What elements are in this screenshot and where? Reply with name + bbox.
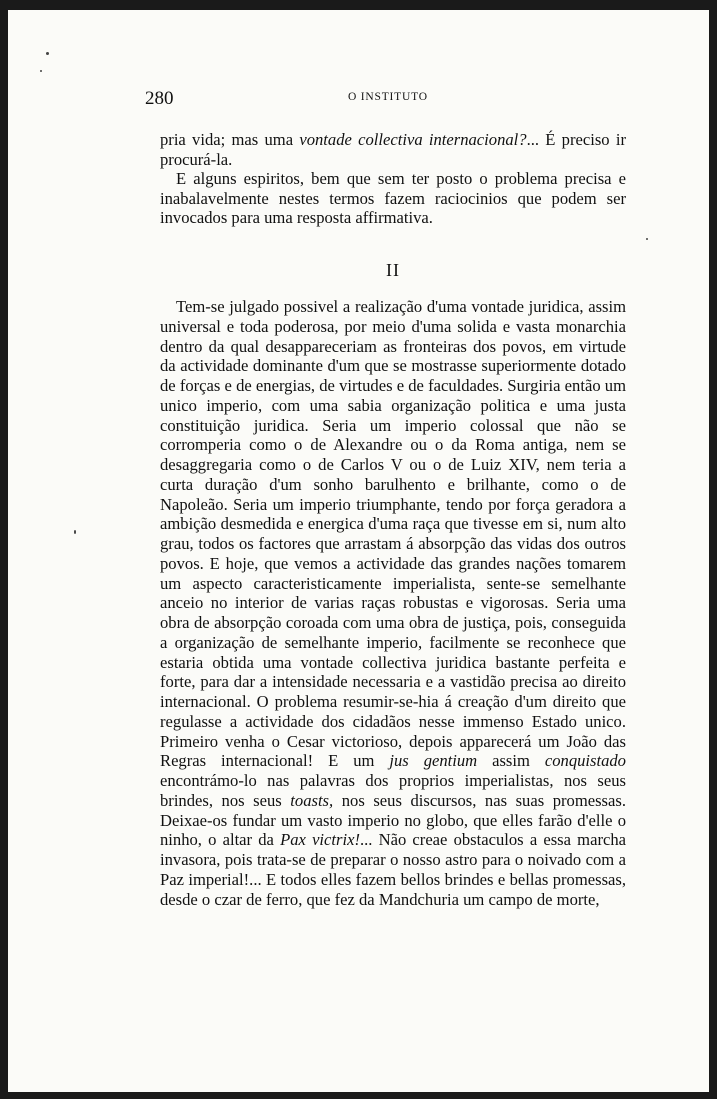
paper-speck: [646, 238, 648, 240]
book-page: [8, 10, 709, 1092]
paper-speck: [46, 52, 49, 55]
paper-speck: [40, 70, 42, 72]
body-text-1: Tem-se julgado possivel a realização d'uma vontade juridica, assim universal e toda poderosa, por meio d'uma solida e vasta monarchia dentro da qual desappareceriam as fronteiras dos povos, em virtude da actividade dominante d'um que se mostrasse superiormente dotado de forças e de energias, de virtudes e de faculdades. Surgiria então um unico imperio, com uma sabia organização politica e uma justa constituição juridica. Seria um imperio colossal que não se corromperia como o de Alexandre ou o da Roma antiga, nem se desaggregaria como o de Carlos V ou o de Luiz XIV, nem teria a curta duração d'um sonho barulhento e brilhante, como o de Napoleão. Seria um imperio triumphante, tendo por força geradora a ambição desmedida e energica d'uma raça que tivesse em si, num alto grau, todos os factores que arrastam á absorpção das vidas dos outros povos. E hoje, que vemos a actividade das grandes nações tomarem um aspecto caracteristicamente imperialista, sente-se semelhante anceio no interior de varias raças robustas e vigorosas. Seria uma obra de absorpção coroada com uma obra de justiça, pois, conseguida a organização de semelhante imperio, facilmente se reconhece que estaria obtida uma vontade collectiva juridica bastante perfeita e forte, para dar a intensidade necessaria e a vastidão precisa ao direito internacional. O problema resumir-se-hia á creação d'um direito que regulasse a actividade dos cidadãos nesse immenso Estado unico. Primeiro venha o Cesar victorioso, depois apparecerá um João das Regras internacional! E um: [160, 297, 626, 771]
body-italic-jus-gentium: jus gentium: [389, 751, 478, 771]
intro-text: [160, 130, 626, 228]
intro-paragraph-1: [160, 130, 626, 169]
body-italic-conquistado: conquistado: [544, 751, 626, 771]
body-italic-toasts: toasts,: [290, 790, 334, 810]
page-number: 280: [145, 88, 174, 109]
intro-p1-text-a: pria vida; mas uma: [160, 130, 300, 149]
page-header: [8, 88, 709, 112]
intro-p1-italic: vontade collectiva internacional?: [299, 130, 527, 149]
body-paragraph: [160, 297, 626, 909]
intro-p1-text-b: ... É preciso ir procurá-la.: [160, 130, 626, 169]
body-text-3: encontrámo-lo nas palavras dos proprios imperialistas, nos seus brindes, nos seus: [160, 771, 626, 810]
intro-paragraph-2: E alguns espiritos, bem que sem ter posto o problema precisa e inabalavelmente nestes termos fazem raciocinios que podem ser invocados para uma resposta affirmativa.: [160, 169, 626, 227]
body-text: [160, 297, 626, 909]
body-text-2: assim: [477, 751, 545, 771]
paper-speck: [74, 530, 76, 534]
body-italic-pax-victrix: Pax victrix!: [280, 830, 360, 850]
body-text-4: nos seus discursos, nas suas promessas. Deixae-os fundar um vasto imperio no globo, que elles farão d'elle o ninho, o altar da: [160, 790, 626, 850]
section-heading: II: [386, 260, 400, 280]
body-text-5: ... Não creae obstaculos a essa marcha invasora, pois trata-se de preparar o nosso astro para o noivado com a Paz imperial!... E todos elles fazem bellos brindes e bellas promessas, desde o czar de ferro, que fez da Mandchuria um campo de morte,: [160, 830, 627, 909]
running-title: O INSTITUTO: [348, 91, 428, 103]
